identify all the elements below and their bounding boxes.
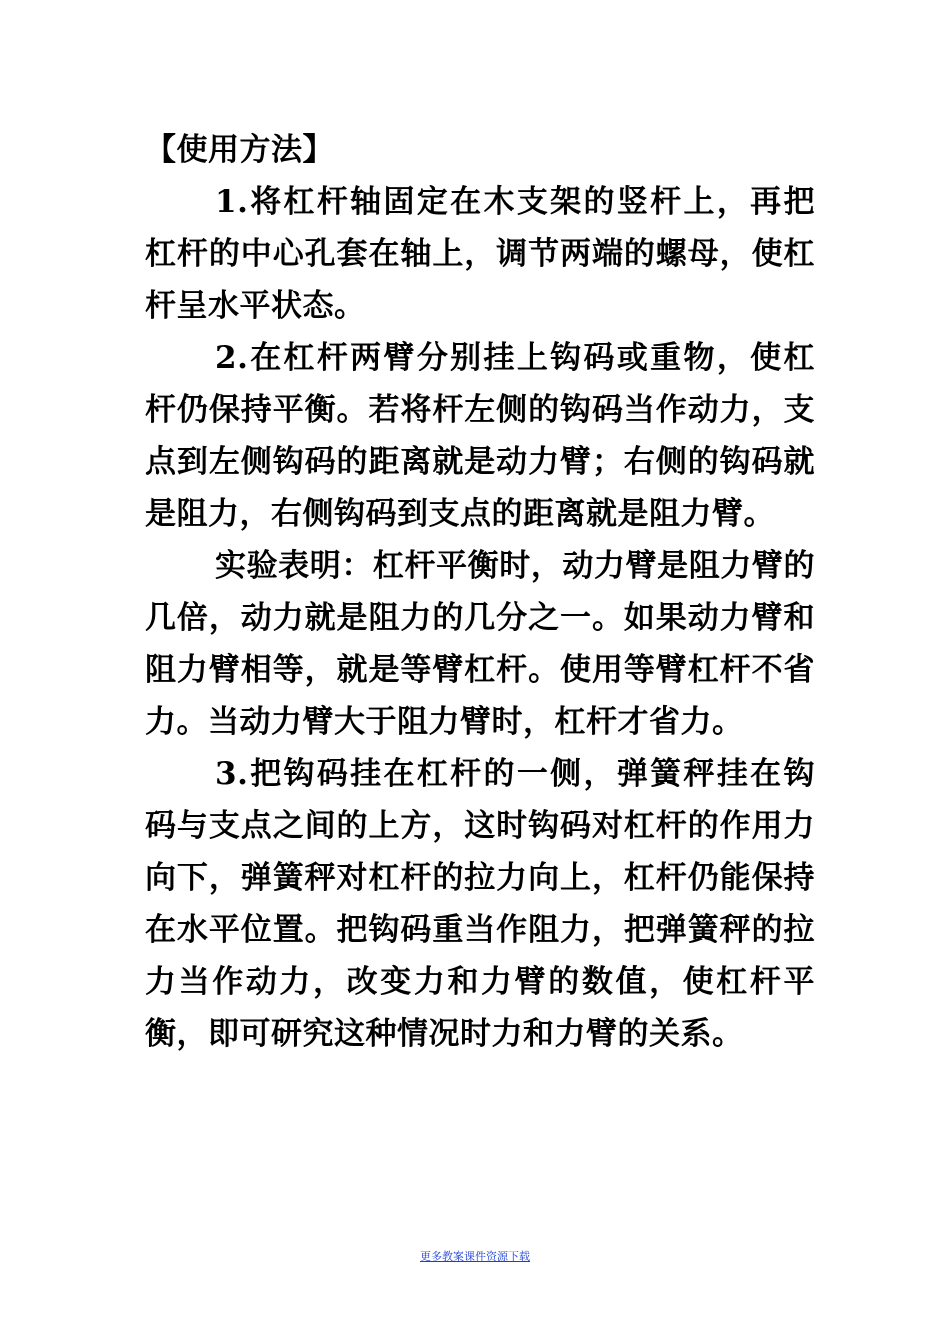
section-heading: 【使用方法】 bbox=[145, 132, 334, 168]
document-body bbox=[145, 124, 815, 1060]
paragraph-step-2: 2.在杠杆两臂分别挂上钩码或重物，使杠杆仍保持平衡。若将杆左侧的钩码当作动力，支点到左侧钩码的距离就是动力臂；右侧的钩码就是阻力，右侧钩码到支点的距离就是阻力臂。 bbox=[145, 340, 815, 532]
paragraph-step-1: 1.将杠杆轴固定在木支架的竖杆上，再把杠杆的中心孔套在轴上，调节两端的螺母，使杠杆呈水平状态。 bbox=[145, 184, 815, 324]
paragraph-experiment-result: 实验表明：杠杆平衡时，动力臂是阻力臂的几倍，动力就是阻力的几分之一。如果动力臂和阻力臂相等，就是等臂杠杆。使用等臂杠杆不省力。当动力臂大于阻力臂时，杠杆才省力。 bbox=[145, 548, 815, 740]
download-resources-link[interactable]: 更多教案课件资源下载 bbox=[420, 1250, 530, 1263]
paragraph-step-3: 3.把钩码挂在杠杆的一侧，弹簧秤挂在钩码与支点之间的上方，这时钩码对杠杆的作用力向下，弹簧秤对杠杆的拉力向上，杠杆仍能保持在水平位置。把钩码重当作阻力，把弹簧秤的拉力当作动力，改变力和力臂的数值，使杠杆平衡，即可研究这种情况时力和力臂的关系。 bbox=[145, 756, 815, 1052]
